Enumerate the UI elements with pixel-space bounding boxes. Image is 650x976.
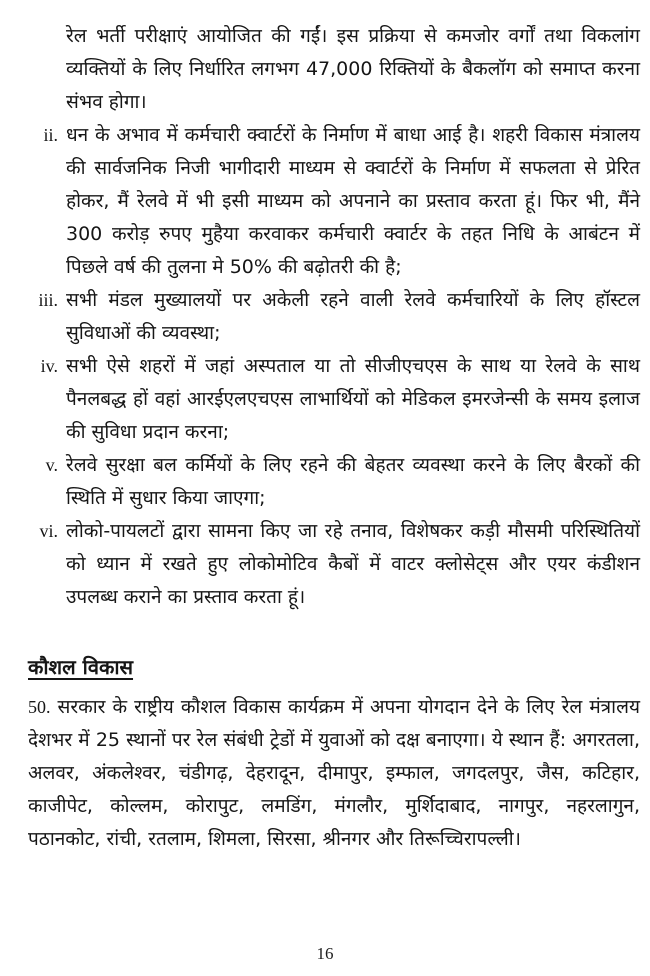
list-item-text: सभी ऐसे शहरों में जहां अस्पताल या तो सीजीएचएस के साथ या रेलवे के साथ पैनलबद्ध हों वहां आरईएलएचएस लाभार्थियों को मेडिकल इमरजेन्सी के समय इलाज की सुविधा प्रदान करना; — [66, 355, 640, 443]
list-item-text: धन के अभाव में कर्मचारी क्वार्टरों के निर्माण में बाधा आई है। शहरी विकास मंत्रालय की सार्वजनिक निजी भागीदारी माध्यम से क्वार्टरों के निर्माण में सफलता से प्रेरित होकर, मैं रेलवे में भी इसी माध्यम को अपनाने का प्रस्ताव करता हूं। फिर भी, मैंने 300 करोड़ रुपए मुहैया करवाकर कर्मचारी क्वार्टर के तहत निधि के आबंटन में पिछले वर्ष की तुलना मे 50% की बढ़ोतरी की है; — [66, 124, 640, 278]
list-item-iv — [28, 350, 640, 449]
list-item-text: लोको-पायलटों द्वारा सामना किए जा रहे तनाव, विशेषकर कड़ी मौसमी परिस्थितियों को ध्यान में रखते हुए लोकोमोटिव कैबों में वाटर क्लोसेट्स और एयर कंडीशन उपलब्ध कराने का प्रस्ताव करता हूं। — [66, 520, 640, 608]
list-item-marker: v. — [45, 455, 58, 475]
paragraph-50-text: सरकार के राष्ट्रीय कौशल विकास कार्यक्रम में अपना योगदान देने के लिए रेल मंत्रालय देशभर में 25 स्थानों पर रेल संबंधी ट्रेडों में युवाओं को दक्ष बनाएगा। ये स्थान हैं: अगरतला, अलवर, अंकलेश्वर, चंडीगढ़, देहरादून, दीमापुर, इम्फाल, जगदलपुर, जैस, कटिहार, काजीपेट, कोल्लम, कोरापुट, लमडिंग, मंगलौर, मुर्शिदाबाद, नागपुर, नहरलागुन, पठानकोट, रांची, रतलाम, शिमला, सिरसा, श्रीनगर और तिरूच्चिरापल्ली। — [28, 696, 640, 850]
list-item-iii — [28, 284, 640, 350]
list-item-marker: iv. — [40, 356, 58, 376]
list-item-text: सभी मंडल मुख्यालयों पर अकेली रहने वाली रेलवे कर्मचारियों के लिए हॉस्टल सुविधाओं की व्यवस्था; — [66, 289, 640, 344]
paragraph-50 — [28, 691, 640, 856]
list-item-marker: ii. — [43, 125, 58, 145]
list-item-vi — [28, 515, 640, 614]
page-content — [28, 20, 640, 856]
section-heading-text: कौशल विकास — [28, 655, 134, 679]
list-item-ii — [28, 119, 640, 284]
paragraph-50-number: 50. — [28, 697, 51, 717]
list-item-text: रेलवे सुरक्षा बल कर्मियों के लिए रहने की बेहतर व्यवस्था करने के लिए बैरकों की स्थिति में सुधार किया जाएगा; — [66, 454, 640, 509]
list-item-marker: vi. — [39, 521, 58, 541]
roman-numeral-list — [28, 119, 640, 614]
page-number: 16 — [316, 944, 334, 963]
continuation-paragraph: रेल भर्ती परीक्षाएं आयोजित की गईं। इस प्रक्रिया से कमजोर वर्गों तथा विकलांग व्यक्तियों के लिए निर्धारित लगभग 47,000 रिक्तियों के बैकलॉग को समाप्त करना संभव होगा। — [66, 25, 640, 113]
list-item-v — [28, 449, 640, 515]
list-item-marker: iii. — [38, 290, 58, 310]
section-heading — [28, 651, 640, 684]
